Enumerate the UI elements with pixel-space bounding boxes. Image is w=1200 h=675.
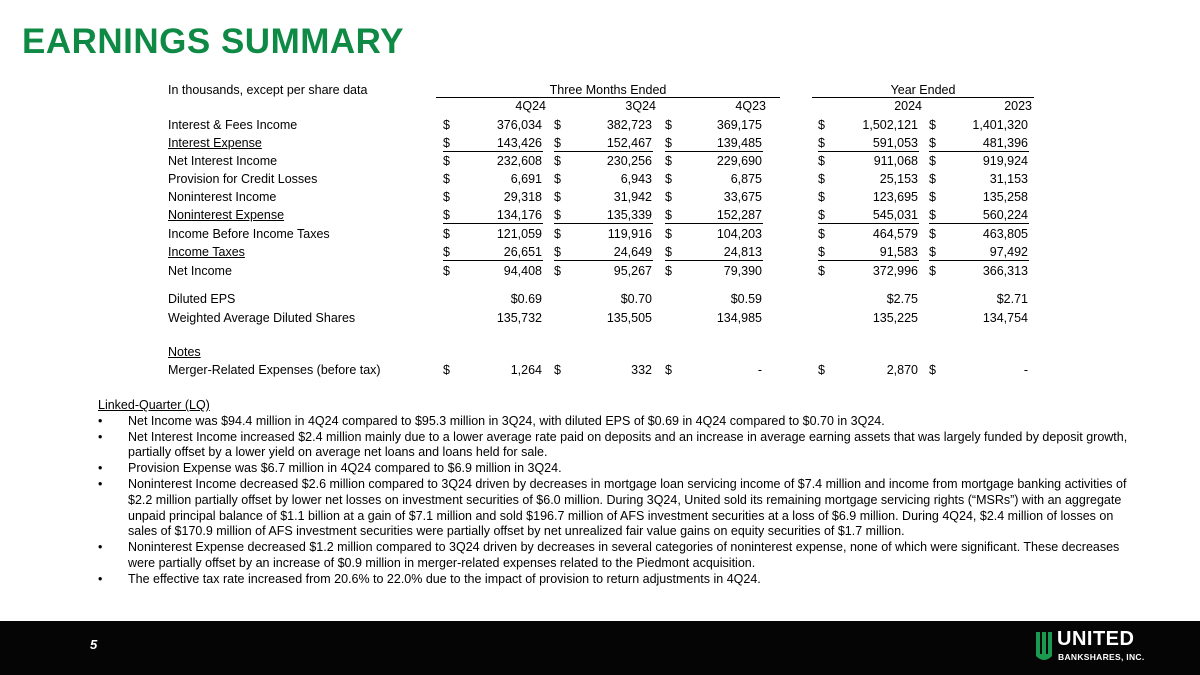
row-label: Provision for Credit Losses	[168, 172, 318, 186]
bullet: •	[98, 540, 103, 555]
currency-symbol: $	[818, 363, 825, 377]
row-label: Net Interest Income	[168, 154, 278, 168]
currency-symbol: $	[554, 227, 561, 241]
currency-symbol: $	[818, 208, 825, 222]
currency-symbol: $	[665, 363, 672, 377]
currency-symbol: $	[443, 118, 450, 132]
currency-symbol: $	[818, 154, 825, 168]
currency-symbol: $	[929, 190, 936, 204]
currency-symbol: $	[665, 245, 672, 259]
underline-rule	[665, 223, 763, 224]
currency-symbol: $	[818, 190, 825, 204]
currency-symbol: $	[818, 136, 825, 150]
bullet: •	[98, 413, 103, 428]
table-cell: $0.69	[510, 292, 542, 306]
note-item: • Noninterest Expense decreased $1.2 million compared to 3Q24 driven by decreases in several categories of noninterest expense, none of which were significant. These decreases were partially offset by an increase of $0.9 million in merger-related expenses related to the Piedmont acquisition.	[98, 540, 1120, 570]
table-cell: $0.59	[730, 292, 762, 306]
table-cell: 1,401,320	[972, 118, 1028, 132]
table-cell: 382,723	[606, 118, 652, 132]
group-header-three-months: Three Months Ended	[549, 83, 667, 97]
bullet: •	[98, 571, 103, 586]
currency-symbol: $	[929, 208, 936, 222]
note-item: • Net Interest Income increased $2.4 million mainly due to a lower average rate paid on deposits and an increase in average earning assets that was largely funded by deposit growth, partially offset by a lower yield on average net loans and loans held for sale.	[98, 429, 1128, 460]
table-cell: 135,258	[982, 190, 1028, 204]
table-cell: 33,675	[723, 190, 762, 204]
period-header: 3Q24	[625, 99, 656, 113]
table-cell: 119,916	[607, 227, 652, 241]
underline-rule	[554, 151, 653, 152]
table-cell: 332	[631, 363, 652, 377]
table-cell: -	[757, 363, 762, 377]
currency-symbol: $	[443, 208, 450, 222]
row-label: Interest Expense	[168, 136, 262, 150]
row-label: Noninterest Income	[168, 190, 277, 204]
table-cell: $2.71	[996, 292, 1028, 306]
company-logo	[1036, 628, 1186, 667]
row-label: Noninterest Expense	[168, 208, 285, 222]
currency-symbol: $	[665, 208, 672, 222]
underline-rule	[818, 260, 919, 261]
table-cell: 135,339	[606, 208, 652, 222]
currency-symbol: $	[554, 363, 561, 377]
currency-symbol: $	[665, 154, 672, 168]
note-item: • Provision Expense was $6.7 million in 4Q24 compared to $6.9 million in 3Q24.	[98, 461, 562, 476]
currency-symbol: $	[554, 136, 561, 150]
currency-symbol: $	[929, 245, 936, 259]
note-item: • Noninterest Income decreased $2.6 million compared to 3Q24 driven by decreases in mortgage loan servicing income of $7.4 million and income from mortgage banking activities of $2.2 million partially offset by lower net losses on investment securities of $6.0 million. During 3Q24, United sold its remaining mortgage servicing rights (“MSRs”) with an aggregate unpaid principal balance of $1.1 billion at a gain of $7.1 million and sold $196.7 million of AFS investment securities at a loss of $6.9 million. During 4Q24, $2.4 million of losses on sales of $170.9 million of AFS investment securities were partially offset by net unrealized fair value gains on equity securities of $1.7 million.	[98, 476, 1127, 539]
table-cell: 1,264	[510, 363, 542, 377]
table-cell: 369,175	[716, 118, 762, 132]
table-cell: 6,943	[620, 172, 652, 186]
currency-symbol: $	[818, 245, 825, 259]
table-cell: 123,695	[872, 190, 918, 204]
currency-symbol: $	[665, 264, 672, 278]
currency-symbol: $	[443, 227, 450, 241]
table-cell: 560,224	[982, 208, 1028, 222]
table-cell: 911,068	[873, 154, 918, 168]
currency-symbol: $	[443, 154, 450, 168]
table-cell: 24,649	[613, 245, 652, 259]
note-item: • The effective tax rate increased from 20.6% to 22.0% due to the impact of provision to return adjustments in 4Q24.	[98, 571, 761, 586]
currency-symbol: $	[929, 264, 936, 278]
row-label: Notes	[168, 345, 201, 359]
divider-year	[812, 97, 1034, 98]
currency-symbol: $	[443, 136, 450, 150]
table-cell: 25,153	[879, 172, 918, 186]
currency-symbol: $	[554, 154, 561, 168]
currency-symbol: $	[929, 118, 936, 132]
currency-symbol: $	[818, 172, 825, 186]
table-cell: 135,732	[496, 311, 542, 325]
table-cell: 366,313	[982, 264, 1028, 278]
currency-symbol: $	[818, 118, 825, 132]
table-cell: 95,267	[613, 264, 652, 278]
note-item: • Net Income was $94.4 million in 4Q24 compared to $95.3 million in 3Q24, with diluted EPS of $0.69 in 4Q24 compared to $0.70 in 3Q24.	[98, 413, 885, 428]
table-cell: $2.75	[886, 292, 918, 306]
currency-symbol: $	[443, 172, 450, 186]
row-label: Income Before Income Taxes	[168, 227, 330, 241]
unit-note: In thousands, except per share data	[168, 83, 368, 97]
currency-symbol: $	[665, 190, 672, 204]
table-cell: 229,690	[716, 154, 762, 168]
underline-rule	[554, 260, 653, 261]
underline-rule	[818, 151, 919, 152]
bullet: •	[98, 429, 103, 444]
logo-subtitle: BANKSHARES, INC.	[1058, 652, 1145, 662]
linked-quarter-notes	[98, 398, 1138, 588]
currency-symbol: $	[929, 136, 936, 150]
period-header: 4Q24	[515, 99, 546, 113]
currency-symbol: $	[554, 190, 561, 204]
logo-mark-icon	[1036, 632, 1052, 662]
row-label: Weighted Average Diluted Shares	[168, 311, 356, 325]
row-label: Net Income	[168, 264, 232, 278]
underline-rule	[443, 151, 543, 152]
period-header: 4Q23	[735, 99, 766, 113]
table-cell: 94,408	[503, 264, 542, 278]
underline-rule	[818, 223, 919, 224]
table-cell: 919,924	[982, 154, 1028, 168]
table-cell: 232,608	[496, 154, 542, 168]
table-cell: 134,176	[496, 208, 542, 222]
table-cell: 121,059	[496, 227, 542, 241]
table-cell: 230,256	[606, 154, 652, 168]
bullet: •	[98, 476, 103, 491]
currency-symbol: $	[818, 227, 825, 241]
underline-rule	[929, 260, 1029, 261]
currency-symbol: $	[443, 363, 450, 377]
table-cell: 6,875	[730, 172, 762, 186]
bullet: •	[98, 461, 103, 476]
currency-symbol: $	[443, 190, 450, 204]
footer-bar	[0, 621, 1200, 675]
table-cell: 143,426	[496, 136, 542, 150]
underline-rule	[443, 260, 543, 261]
currency-symbol: $	[554, 118, 561, 132]
table-cell: 6,691	[510, 172, 542, 186]
row-label: Income Taxes	[168, 245, 245, 259]
currency-symbol: $	[818, 264, 825, 278]
currency-symbol: $	[554, 172, 561, 186]
currency-symbol: $	[665, 118, 672, 132]
page-number: 5	[90, 637, 98, 652]
table-cell: 135,225	[872, 311, 918, 325]
currency-symbol: $	[443, 264, 450, 278]
divider-three-months	[436, 97, 780, 98]
table-cell: 91,583	[879, 245, 918, 259]
currency-symbol: $	[665, 227, 672, 241]
table-cell: 26,651	[503, 245, 542, 259]
table-cell: -	[1023, 363, 1028, 377]
table-cell: 97,492	[989, 245, 1028, 259]
table-cell: 545,031	[872, 208, 918, 222]
table-cell: 481,396	[982, 136, 1028, 150]
currency-symbol: $	[929, 172, 936, 186]
underline-rule	[929, 223, 1029, 224]
table-cell: 372,996	[872, 264, 918, 278]
currency-symbol: $	[443, 245, 450, 259]
currency-symbol: $	[929, 363, 936, 377]
table-cell: 29,318	[503, 190, 542, 204]
table-cell: 31,942	[613, 190, 652, 204]
table-cell: 79,390	[723, 264, 762, 278]
page-title: EARNINGS SUMMARY	[22, 22, 404, 61]
table-cell: 463,805	[982, 227, 1028, 241]
logo-name: UNITED	[1057, 628, 1135, 650]
currency-symbol: $	[554, 245, 561, 259]
table-cell: 2,870	[886, 363, 918, 377]
table-cell: 1,502,121	[862, 118, 918, 132]
row-label: Interest & Fees Income	[168, 118, 298, 132]
underline-rule	[554, 223, 653, 224]
table-cell: 464,579	[872, 227, 918, 241]
currency-symbol: $	[665, 136, 672, 150]
group-header-year: Year Ended	[890, 83, 956, 97]
table-cell: 152,287	[716, 208, 762, 222]
table-cell: 135,505	[606, 311, 652, 325]
currency-symbol: $	[929, 154, 936, 168]
table-cell: 376,034	[496, 118, 542, 132]
table-cell: 134,754	[982, 311, 1028, 325]
period-header: 2024	[894, 99, 922, 113]
notes-heading: Linked-Quarter (LQ)	[98, 398, 210, 412]
row-label: Diluted EPS	[168, 292, 236, 306]
table-cell: 152,467	[606, 136, 652, 150]
underline-rule	[665, 151, 763, 152]
underline-rule	[665, 260, 763, 261]
underline-rule	[443, 223, 543, 224]
table-cell: 134,985	[716, 311, 762, 325]
earnings-table	[0, 80, 1200, 390]
table-cell: 104,203	[716, 227, 762, 241]
table-cell: 31,153	[989, 172, 1028, 186]
underline-rule	[929, 151, 1029, 152]
currency-symbol: $	[554, 264, 561, 278]
table-cell: 24,813	[723, 245, 762, 259]
table-cell: 591,053	[872, 136, 918, 150]
currency-symbol: $	[554, 208, 561, 222]
currency-symbol: $	[929, 227, 936, 241]
currency-symbol: $	[665, 172, 672, 186]
period-header: 2023	[1004, 99, 1032, 113]
table-cell: 139,485	[716, 136, 762, 150]
row-label: Merger-Related Expenses (before tax)	[168, 363, 381, 377]
table-cell: $0.70	[620, 292, 652, 306]
